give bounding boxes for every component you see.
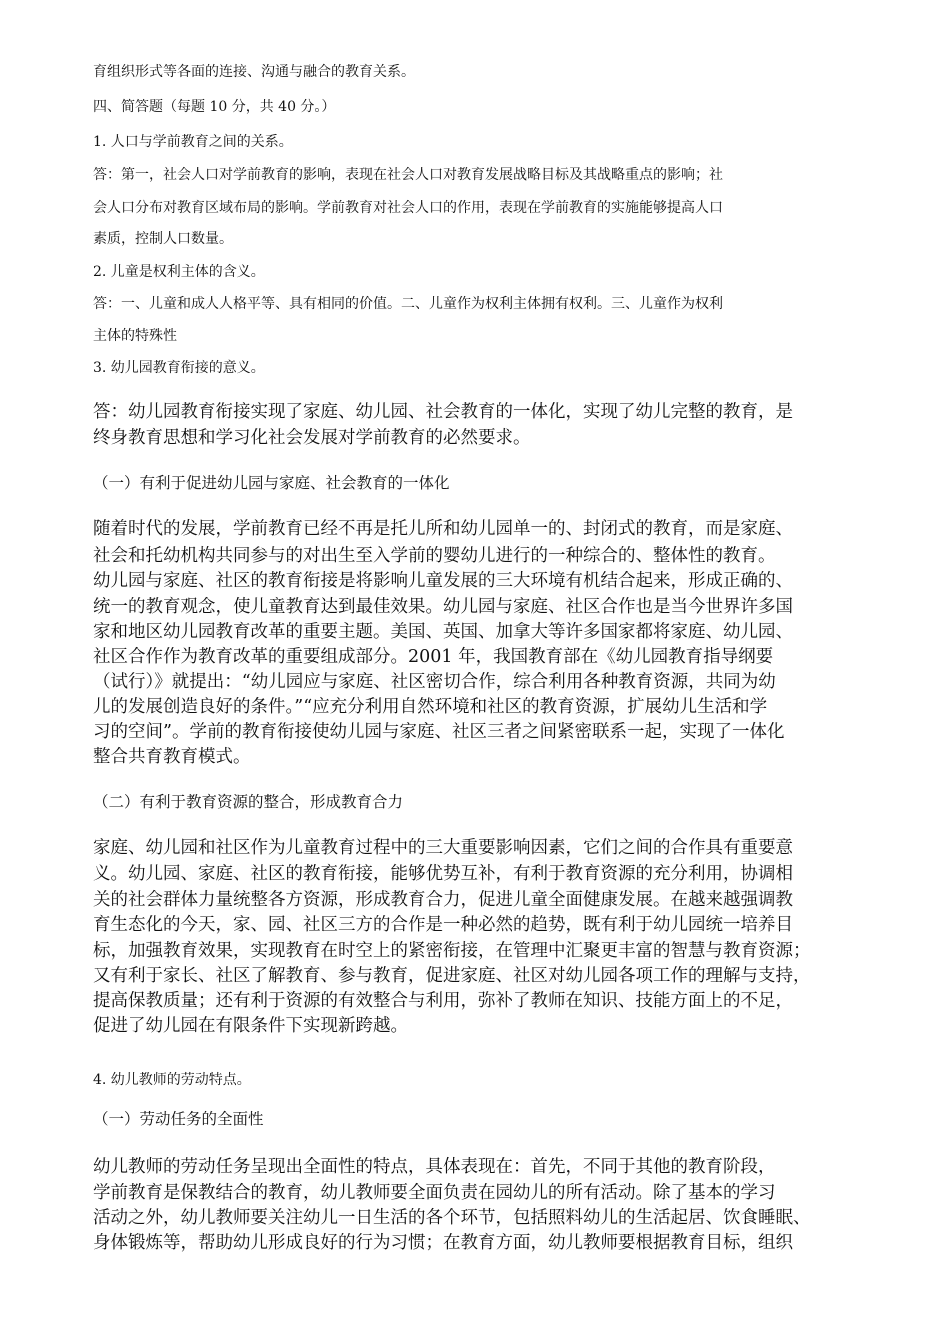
body-line: 育生态化的今天，家、园、社区三方的合作是一种必然的趋势，既有利于幼儿园统一培养目 [93,915,793,935]
answer-2-line: 答：一、儿童和成人人格平等、具有相同的价值。二、儿童作为权利主体拥有权利。三、儿童作为权利 [93,296,723,312]
body-line: 学前教育是保教结合的教育，幼儿教师要全面负责在园幼儿的所有活动。除了基本的学习 [93,1183,776,1203]
question-2-title: 2. 儿童是权利主体的含义。 [93,264,265,280]
answer-1-line: 答：第一，社会人口对学前教育的影响，表现在社会人口对教育发展战略目标及其战略重点的影响；社 [93,167,723,183]
subheading-3-2: （二）有利于教育资源的整合，形成教育合力 [93,793,404,811]
answer-1-line: 素质，控制人口数量。 [93,231,233,247]
body-line: 社会和托幼机构共同参与的对出生至入学前的婴幼儿进行的一种综合的、整体性的教育。 [93,546,776,566]
answer-3-line: 答：幼儿园教育衔接实现了家庭、幼儿园、社会教育的一体化，实现了幼儿完整的教育，是 [93,402,793,422]
question-4-title: 4. 幼儿教师的劳动特点。 [93,1072,251,1088]
question-1-title: 1. 人口与学前教育之间的关系。 [93,134,293,150]
body-line: 儿的发展创造良好的条件。”“应充分利用自然环境和社区的教育资源，扩展幼儿生活和学 [93,697,768,717]
body-line: 随着时代的发展，学前教育已经不再是托儿所和幼儿园单一的、封闭式的教育，而是家庭、 [93,519,793,539]
answer-2-line: 主体的特殊性 [93,328,177,344]
body-line: 统一的教育观念，使儿童教育达到最佳效果。幼儿园与家庭、社区合作也是当今世界许多国 [93,597,793,617]
body-line: 整合共育教育模式。 [93,747,251,767]
section-heading-short-answer: 四、简答题（每题 10 分，共 40 分。） [93,99,336,115]
body-line: 标，加强教育效果，实现教育在时空上的紧密衔接，在管理中汇聚更丰富的智慧与教育资源； [93,941,811,961]
body-line: 家庭、幼儿园和社区作为儿童教育过程中的三大重要影响因素，它们之间的合作具有重要意 [93,838,793,858]
text-line: 育组织形式等各面的连接、沟通与融合的教育关系。 [93,64,415,80]
body-line: 幼儿教师的劳动任务呈现出全面性的特点，具体表现在：首先，不同于其他的教育阶段， [93,1157,776,1177]
body-line: 家和地区幼儿园教育改革的重要主题。美国、英国、加拿大等许多国家都将家庭、幼儿园、 [93,622,793,642]
subheading-4-1: （一）劳动任务的全面性 [93,1110,264,1128]
answer-1-line: 会人口分布对教育区域布局的影响。学前教育对社会人口的作用，表现在学前教育的实施能够提高人口 [93,200,723,216]
body-line: 促进了幼儿园在有限条件下实现新跨越。 [93,1016,408,1036]
body-line: 提高保教质量；还有利于资源的有效整合与利用，弥补了教师在知识、技能方面上的不足， [93,991,793,1011]
question-3-title: 3. 幼儿园教育衔接的意义。 [93,360,265,376]
subheading-3-1: （一）有利于促进幼儿园与家庭、社会教育的一体化 [93,474,450,492]
body-line: 幼儿园与家庭、社区的教育衔接是将影响儿童发展的三大环境有机结合起来，形成正确的、 [93,571,793,591]
body-line: （试行）》就提出：“幼儿园应与家庭、社区密切合作，综合利用各种教育资源，共同为幼 [93,672,776,692]
body-line: 又有利于家长、社区了解教育、参与教育，促进家庭、社区对幼儿园各项工作的理解与支持， [93,966,811,986]
body-line: 活动之外，幼儿教师要关注幼儿一日生活的各个环节，包括照料幼儿的生活起居、饮食睡眠、 [93,1208,811,1228]
answer-3-line: 终身教育思想和学习化社会发展对学前教育的必然要求。 [93,428,531,448]
body-line: 社区合作作为教育改革的重要组成部分。2001 年，我国教育部在《幼儿园教育指导纲要 [93,647,774,667]
body-line: 身体锻炼等，帮助幼儿形成良好的行为习惯；在教育方面，幼儿教师要根据教育目标，组织 [93,1233,793,1253]
body-line: 义。幼儿园、家庭、社区的教育衔接，能够优势互补，有利于教育资源的充分利用，协调相 [93,864,793,884]
body-line: 关的社会群体力量统整各方资源，形成教育合力，促进儿童全面健康发展。在越来越强调教 [93,890,793,910]
body-line: 习的空间”。学前的教育衔接使幼儿园与家庭、社区三者之间紧密联系一起，实现了一体化 [93,722,785,742]
